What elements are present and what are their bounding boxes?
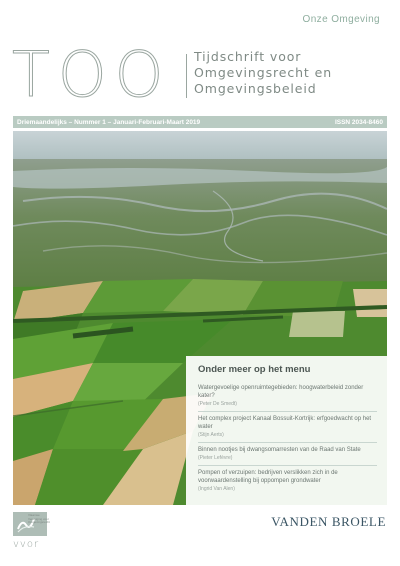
menu-item-author: (Peter De Smedt): [198, 401, 237, 407]
menu-item-title: Watergevoelige openruimtegebieden: hoogwaterbeleid zonder kater?: [198, 385, 364, 399]
vvor-caption: Vlaamse Vereniging voor Omgevingsrecht: [28, 513, 50, 525]
issue-label: Driemaandelijks – Nummer 1 – Januari-Februari-Maart 2019: [17, 118, 201, 126]
menu-item-title: Binnen nootjes bij dwangsomarresten van de Raad van State: [198, 447, 361, 453]
list-item: [198, 412, 377, 443]
menu-item-author: (Stijn Aerts): [198, 432, 224, 438]
publisher-brand: VANDEN BROELE: [271, 514, 386, 529]
issue-info-bar: [13, 116, 387, 128]
logo-divider: [186, 54, 187, 98]
menu-item-title: Het complex project Kanaal Bossuit-Kortrijk: erfgoedwacht op het water: [198, 416, 372, 430]
subtitle-line-2: Omgevingsrecht en: [194, 65, 333, 80]
publisher-label: Onze Omgeving: [302, 14, 380, 25]
list-item: [198, 443, 377, 466]
menu-item-title: Pompen of verzuipen: bedrijven verslikken zich in de voorwaardenstelling bij oppompen grondwater: [198, 470, 338, 484]
menu-item-author: (Pieter Lefèvre): [198, 455, 233, 461]
issn-label: ISSN 2034-8460: [334, 118, 383, 126]
subtitle-line-1: Tijdschrift voor: [194, 49, 302, 64]
list-item: [198, 466, 377, 496]
menu-title: Onder meer op het menu: [198, 364, 311, 375]
subtitle-line-3: Omgevingsbeleid: [194, 81, 317, 96]
magazine-logo: TOO: [12, 38, 172, 111]
menu-box: [186, 356, 387, 506]
list-item: [198, 381, 377, 412]
menu-item-author: (Ingrid Van Alen): [198, 486, 235, 492]
vvor-name: vvor: [13, 539, 40, 550]
magazine-subtitle: [194, 49, 332, 97]
